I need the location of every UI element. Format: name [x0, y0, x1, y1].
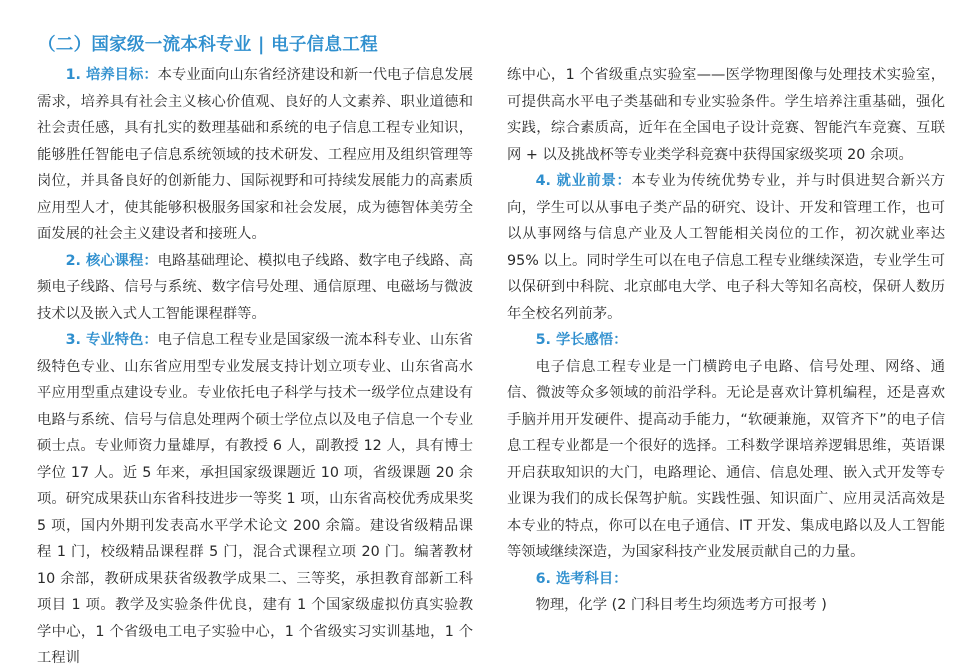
training-objective-heading: 1. 培养目标：	[65, 67, 158, 83]
training-objective-text: 本专业面向山东省经济建设和新一代电子信息发展需求，培养具有社会主义核心价值观、良好的人文素养、职业道德和社会责任感，具有扎实的数理基础和系统的电子信息工程专业知识，能够胜任智能电子信息系统领域的技术研发、工程应用及组织管理等岗位，并具备良好的创新能力、国际视野和可持续发展能力的高素质应用型人才，使其能够积极服务国家和社会发展，成为德智体美劳全面发展的社会主义建设者和接班人。	[37, 67, 474, 242]
program-features-text: 电子信息工程专业是国家级一流本科专业、山东省级特色专业、山东省应用型专业发展支持计划立项专业、山东省高水平应用型重点建设专业。专业依托电子科学与技术一级学位点建设有电路与系统、信号与信息处理两个硕士学位点以及电子信息一个专业硕士点。专业师资力量雄厚，有教授 6 人，副教授 12 人，具有博士学位 17 人。近 5 年来，承担国家级课题近 10 项，省级课题 20 余项。研究成果获山东省科技进步一等奖 1 项，山东省高校优秀成果奖 5 项，国内外期刊发表高水平学术论文 200 余篇。建设省级精品课程 1 门，校级精品课程群 5 门，混合式课程立项 20 门。编著教材 10 余部，教研成果获省级教学成果二、三等奖，承担教育部新工科项目 1 项。教学及实验条件优良，建有 1 个国家级虚拟仿真实验教学中心，1 个省级电工电子实验中心，1 个省级实习实训基地，1 个工程训	[37, 332, 474, 666]
core-courses-paragraph	[37, 248, 473, 328]
elective-subjects-heading-line	[507, 566, 945, 593]
career-prospects-paragraph	[507, 168, 945, 327]
core-courses-heading: 2. 核心课程：	[65, 252, 158, 269]
career-prospects-heading: 4. 就业前景：	[535, 173, 632, 189]
senior-insights-heading-line	[507, 327, 945, 354]
section-title: （二）国家级一流本科专业 | 电子信息工程	[38, 35, 378, 55]
left-column	[37, 62, 473, 672]
core-courses-text: 电路基础理论、模拟电子线路、数字电子线路、高频电子线路、信号与系统、数字信号处理、通信原理、电磁场与微波技术以及嵌入式人工智能课程群等。	[37, 252, 474, 322]
senior-insights-text: 电子信息工程专业是一门横跨电子电路、信号处理、网络、通信、微波等众多领域的前沿学科。无论是喜欢计算机编程，还是喜欢手脑并用开发硬件、提高动手能力，“软硬兼施，双管齐下”的电子信息工程专业都是一个很好的选择。工科数学课培养逻辑思维，英语课开启获取知识的大门，电路理论、通信、信息处理、嵌入式开发等专业课为我们的成长保驾护航。实践性强、知识面广、应用灵活高效是本专业的特点，你可以在电子通信、IT 开发、集成电路以及人工智能等领域继续深造，为国家科技产业发展贡献自己的力量。	[507, 358, 945, 560]
senior-insights-heading: 5. 学长感悟：	[535, 332, 628, 348]
elective-subjects-text: 物理，化学 (2 门科目考生均须选考方可报考 )	[535, 597, 827, 613]
elective-subjects-heading: 6. 选考科目：	[535, 570, 628, 587]
career-prospects-text: 本专业为传统优势专业，并与时俱进契合新兴方向，学生可以从事电子类产品的研究、设计、开发和管理工作，也可以从事网络与信息产业及人工智能相关岗位的工作，初次就业率达 95% 以上。同时学生可以在电子信息工程专业继续深造，专业学生可以保研到中科院、北京邮电大学、电子科大等知名高校，保研人数历年全校名列前茅。	[507, 173, 945, 322]
program-features-heading: 3. 专业特色：	[65, 332, 158, 348]
right-column	[507, 62, 945, 619]
training-objective-paragraph	[37, 62, 473, 248]
program-features-paragraph	[37, 327, 473, 672]
program-features-continued: 练中心，1 个省级重点实验室——医学物理图像与处理技术实验室，可提供高水平电子类基础和专业实验条件。学生培养注重基础，强化实践，综合素质高，近年在全国电子设计竞赛、智能汽车竞赛、互联网 + 以及挑战杯等专业类学科竞赛中获得国家级奖项 20 余项。	[507, 67, 945, 163]
